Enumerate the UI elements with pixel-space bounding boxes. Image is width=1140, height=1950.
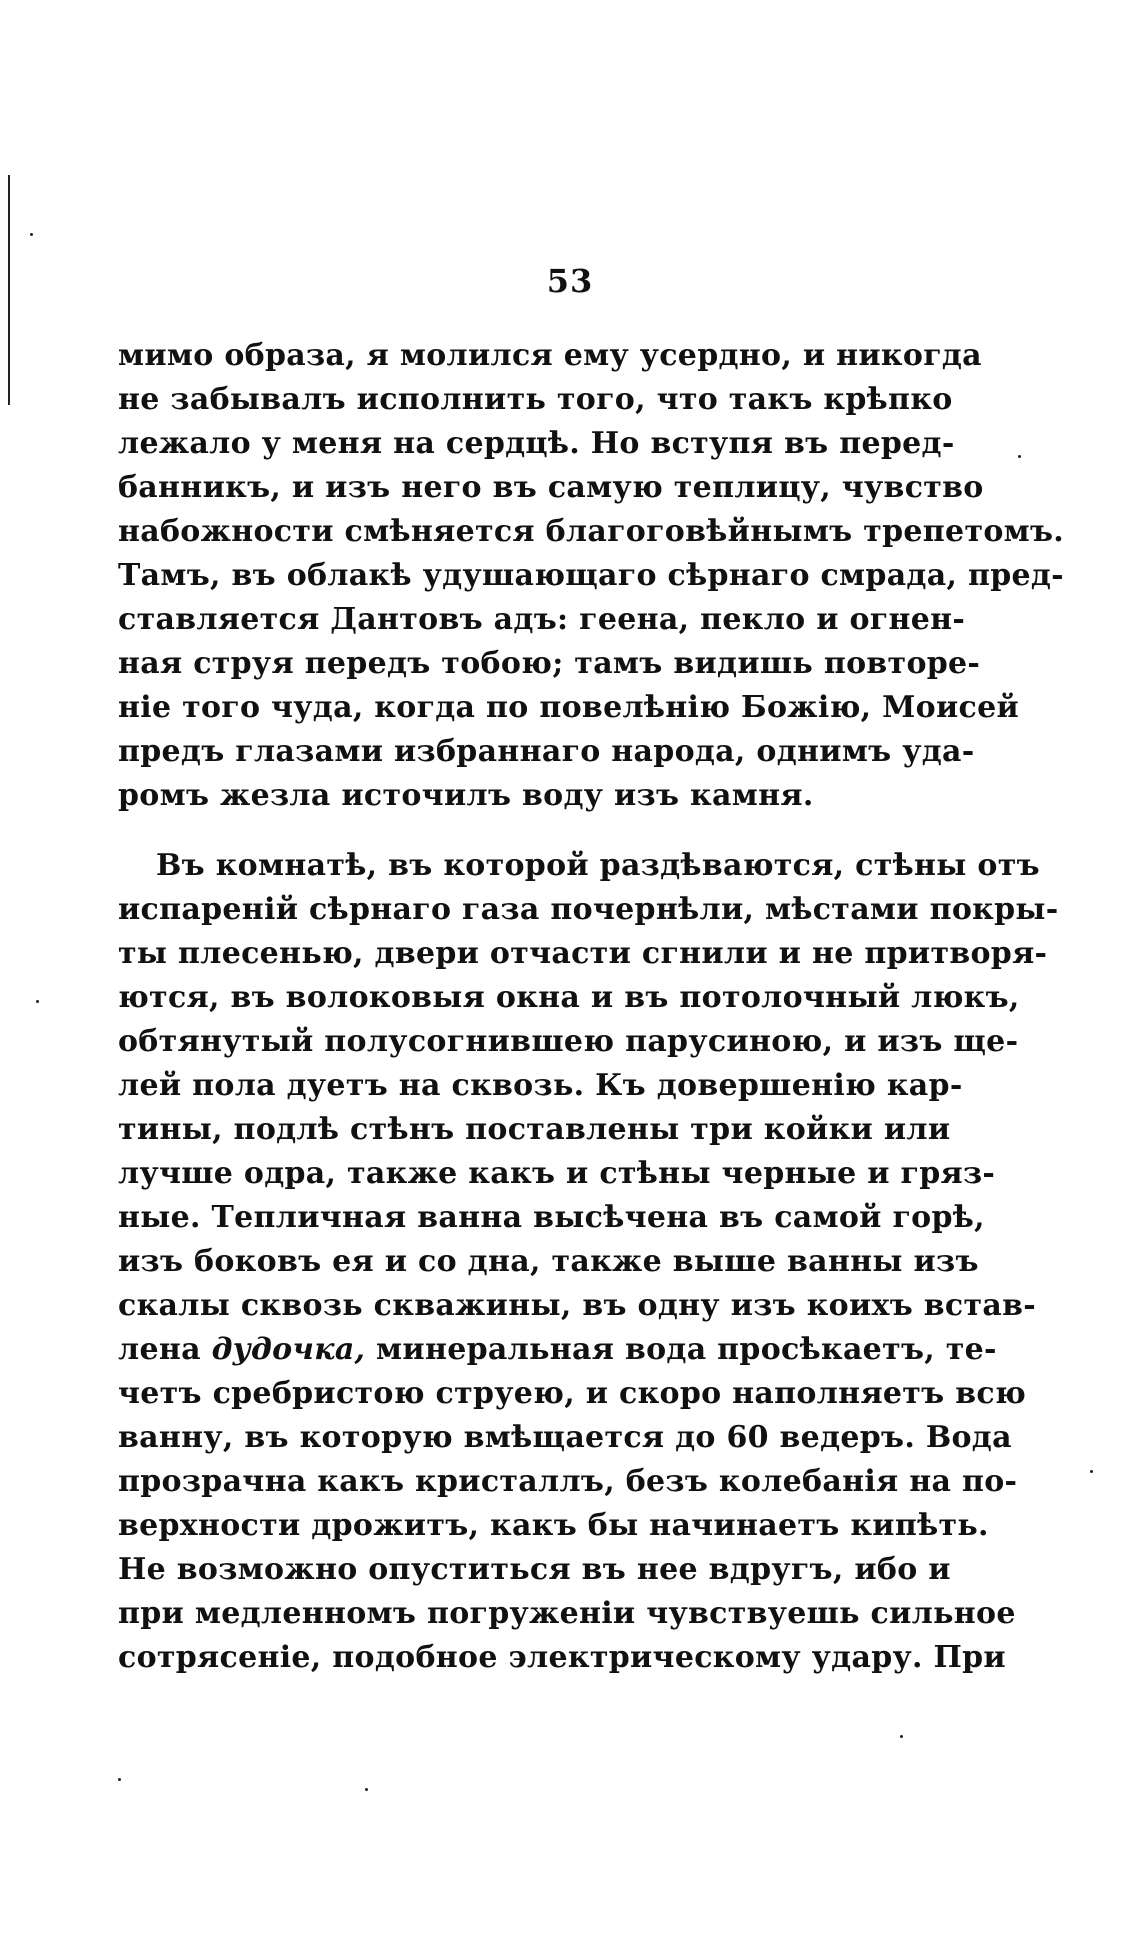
text-line: ты плесенью, двери отчасти сгнили и не притворя- [118, 936, 1048, 971]
text-fragment: минеральная вода просѣкаетъ, те- [365, 1332, 997, 1367]
scan-speck [36, 1000, 39, 1003]
text-line: лежало у меня на сердцѣ. Но вступя въ перед- [118, 426, 955, 461]
scan-speck [1090, 1470, 1093, 1473]
text-line: изъ боковъ ея и со дна, также выше ванны изъ [118, 1244, 979, 1279]
scan-speck [1018, 455, 1021, 458]
scan-speck [30, 233, 33, 236]
text-line: прозрачна какъ кристаллъ, безъ колебанія на по- [118, 1464, 1018, 1499]
scan-speck [365, 1788, 368, 1791]
text-line-with-italic [118, 1328, 997, 1372]
text-line: скалы сквозь скважины, въ одну изъ коихъ встав- [118, 1288, 1037, 1323]
paragraph-2 [118, 844, 1059, 1680]
text-line: обтянутый полусогнившею парусиною, и изъ ще- [118, 1024, 1019, 1059]
page-number: 53 [546, 262, 594, 300]
text-line: набожности смѣняется благоговѣйнымъ трепетомъ. [118, 514, 1065, 549]
text-line: четъ сребристою струею, и скоро наполняетъ всю [118, 1376, 1027, 1411]
text-line: тины, подлѣ стѣнъ поставлены три койки или [118, 1112, 951, 1147]
text-line: банникъ, и изъ него въ самую теплицу, чувство [118, 470, 984, 505]
text-line: ванну, въ которую вмѣщается до 60 ведеръ. Вода [118, 1420, 1012, 1455]
text-line: Тамъ, въ облакѣ удушающаго сѣрнаго смрада, пред- [118, 558, 1064, 593]
text-line: ромъ жезла источилъ воду изъ камня. [118, 778, 814, 813]
text-line: лучше одра, также какъ и стѣны черные и гряз- [118, 1156, 996, 1191]
text-line: не забывалъ исполнить того, что такъ крѣпко [118, 382, 953, 417]
italic-word: дудочка, [211, 1332, 366, 1367]
text-line: ные. Тепличная ванна высѣчена въ самой горѣ, [118, 1200, 985, 1235]
scan-speck [118, 1778, 121, 1781]
text-line: Не возможно опуститься въ нее вдругъ, ибо и [118, 1552, 951, 1587]
paragraph-1 [118, 334, 1065, 818]
text-fragment: лена [118, 1332, 212, 1367]
text-line: ная струя передъ тобою; тамъ видишь повторе- [118, 646, 981, 681]
text-line: верхности дрожитъ, какъ бы начинаетъ кипѣть. [118, 1508, 989, 1543]
text-line: испареній сѣрнаго газа почернѣли, мѣстами покры- [118, 892, 1059, 927]
text-line: Въ комнатѣ, въ которой раздѣваются, стѣны отъ [156, 848, 1040, 883]
text-line: ставляется Дантовъ адъ: геена, пекло и огнен- [118, 602, 966, 637]
text-line: лей пола дуетъ на сквозь. Къ довершенію кар- [118, 1068, 963, 1103]
text-line: сотрясеніе, подобное электрическому удару. При [118, 1640, 1006, 1675]
text-line: при медленномъ погруженіи чувствуешь сильное [118, 1596, 1016, 1631]
text-line: мимо образа, я молился ему усердно, и никогда [118, 338, 982, 373]
text-line: ются, въ волоковыя окна и въ потолочный люкъ, [118, 980, 1020, 1015]
text-line: предъ глазами избраннаго народа, однимъ уда- [118, 734, 975, 769]
scan-speck [900, 1735, 903, 1738]
text-line: ніе того чуда, когда по повелѣнію Божію, Моисей [118, 690, 1020, 725]
